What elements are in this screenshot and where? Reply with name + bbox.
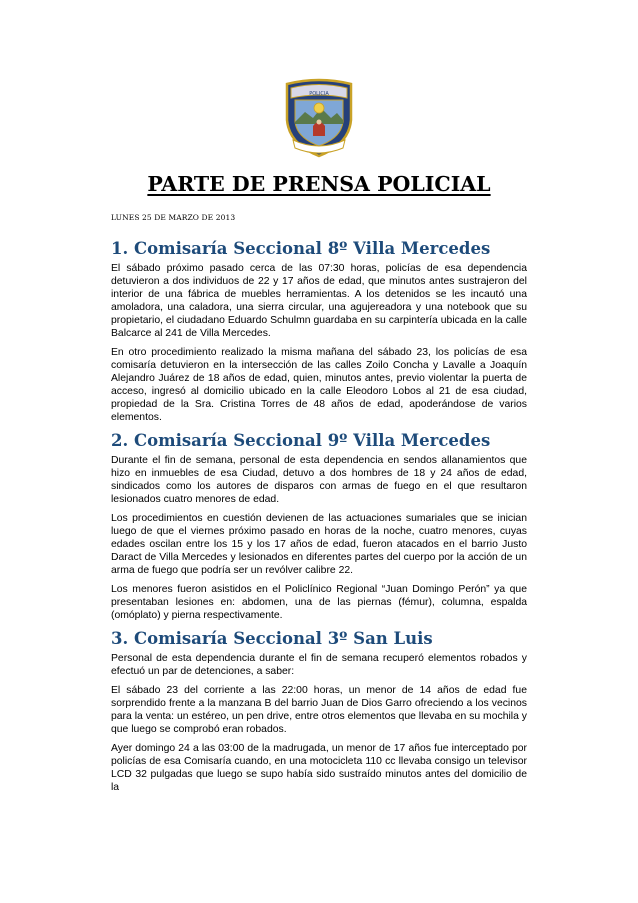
paragraph: Durante el fin de semana, personal de esta dependencia en sendos allanamientos que hizo en inmuebles de esa Ciudad, detuvo a dos hombres de 18 y 24 años de edad, sindicados como los autores de disparos con armas de fuego en el que resultaron lesionados cuatro menores de edad. [111,455,527,505]
paragraph: En otro procedimiento realizado la misma mañana del sábado 23, los policías de esa comisaría detuvieron en la intersección de las calles Zoilo Concha y Lavalle a Joaquín Alejandro Juárez de 18 años de edad, quien, minutos antes, previo violentar la puerta de acceso, ingresó al domicilio ubicado en la calle Eleodoro Lobos al 21 de esa ciudad, propiedad de la Sra. Cristina Torres de 48 años de edad, apoderándose de varios elementos. [111,347,527,423]
paragraph: Ayer domingo 24 a las 03:00 de la madrugada, un menor de 17 años fue interceptado por policías de esa Comisaría cuando, en una motocicleta 110 cc llevaba consigo un televisor LCD 32 pulgadas que luego se supo había sido sustraído minutos antes del domicilio de la [111,743,527,793]
section-comisaria-8 [111,238,527,424]
document-body [111,232,527,800]
paragraph: El sábado próximo pasado cerca de las 07:30 horas, policías de esa dependencia detuvieron a dos individuos de 22 y 17 años de edad, que minutos antes sustrajeron del interior de una fábrica de muebles herramientas. A los detenidos se les incautó una amoladora, una caladora, una sierra circular, una agujereadora y una notebook que su propietario, el ciudadano Eduardo Schulmn guardaba en su carpintería ubicada en la calle Balcarce al 241 de Villa Mercedes. [111,263,527,339]
section-heading: 2. Comisaría Seccional 9º Villa Mercedes [111,431,491,450]
section-heading: 3. Comisaría Seccional 3º San Luis [111,629,433,648]
section-comisaria-9 [111,430,527,622]
section-comisaria-3 [111,628,527,794]
paragraph: El sábado 23 del corriente a las 22:00 horas, un menor de 14 años de edad fue sorprendido frente a la manzana B del barrio Juan de Dios Garro ofreciendo a los vecinos para la venta: un estéreo, un pen drive, entre otros elementos que llevaba en su mochila y que luego se comprobó eran robados. [111,685,527,735]
paragraph: Personal de esta dependencia durante el fin de semana recuperó elementos robados y efectuó un par de detenciones, a saber: [111,653,527,677]
publication-date: LUNES 25 DE MARZO DE 2013 [111,213,236,222]
paragraph: Los menores fueron asistidos en el Policlínico Regional “Juan Domingo Perón” ya que presentaban lesiones en: abdomen, una de las piernas (fémur), columna, espalda (omóplato) y pierna respectivamente. [111,584,527,621]
police-crest-logo [283,78,355,158]
svg-text:POLICIA: POLICIA [309,91,329,97]
section-heading: 1. Comisaría Seccional 8º Villa Mercedes [111,239,491,258]
page-title: PARTE DE PRENSA POLICIAL [147,172,491,196]
paragraph: Los procedimientos en cuestión devienen de las actuaciones sumariales que se inician luego de que el viernes próximo pasado en horas de la noche, cuatro menores, cuyas edades oscilan entre los 15 y los 17 años de edad, fueron atacados en el barrio Justo Daract de Villa Mercedes y lesionados en diferentes partes del cuerpo por la acción de un arma de fuego que podría ser un revólver calibre 22. [111,513,527,576]
